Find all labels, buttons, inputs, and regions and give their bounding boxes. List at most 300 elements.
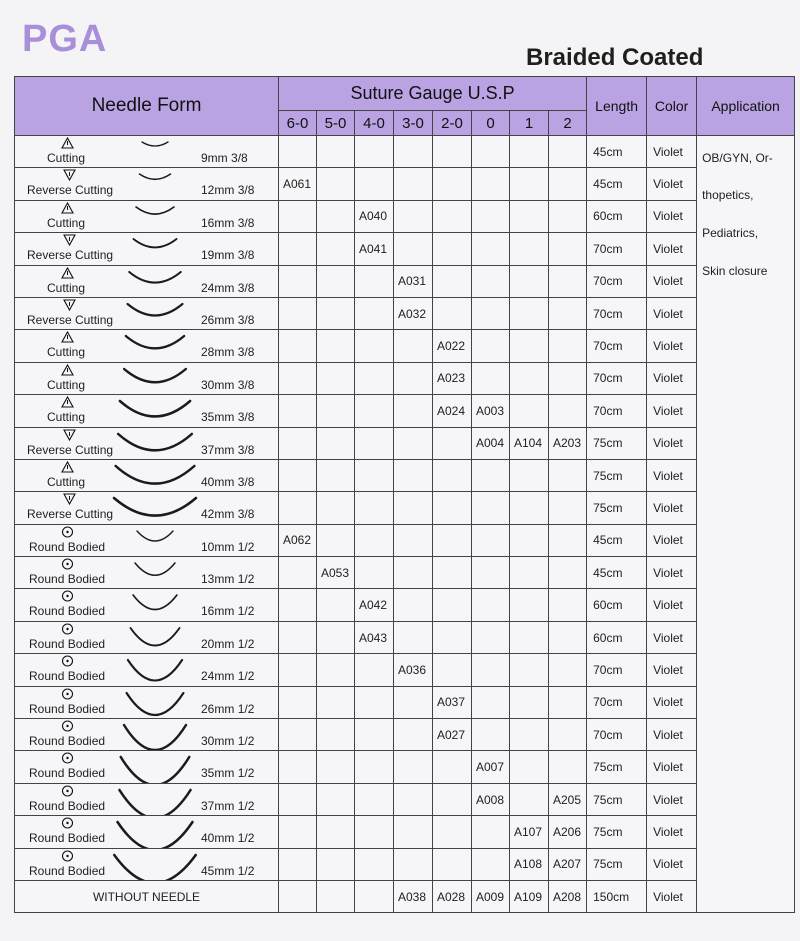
needle-form-cell [15, 557, 279, 589]
table-row [15, 783, 795, 815]
needle-type-label: Reverse Cutting [27, 312, 114, 327]
code-cell [472, 459, 510, 491]
code-cell [317, 233, 355, 265]
needle-spec [201, 248, 254, 262]
code-cell: A023 [433, 362, 472, 394]
needle-curve-icon [110, 559, 202, 589]
code-cell [549, 524, 587, 556]
code-cell [510, 395, 549, 427]
needle-curvature: 3/8 [237, 215, 255, 230]
needle-size: 13mm [201, 572, 235, 587]
code-cell: A107 [510, 816, 549, 848]
needle-form-cell [15, 265, 279, 297]
needle-curve-icon [110, 397, 202, 427]
table-row [15, 427, 795, 459]
table-row [15, 492, 795, 524]
needle-curvature: 3/8 [237, 474, 255, 489]
needle-spec [201, 410, 254, 424]
needle-curve-icon [110, 591, 202, 621]
code-cell [355, 524, 394, 556]
needle-curvature: 1/2 [237, 766, 255, 781]
code-cell [355, 168, 394, 200]
code-cell [510, 168, 549, 200]
code-cell [433, 783, 472, 815]
length-cell: 75cm [587, 492, 647, 524]
code-cell: A208 [549, 880, 587, 912]
code-cell [355, 848, 394, 880]
needle-curve-icon [110, 624, 202, 654]
code-cell: A003 [472, 395, 510, 427]
code-cell [510, 265, 549, 297]
code-cell [355, 557, 394, 589]
code-cell [355, 654, 394, 686]
code-cell: A022 [433, 330, 472, 362]
needle-type-label: Round Bodied [29, 798, 106, 813]
code-cell [510, 719, 549, 751]
length-cell: 45cm [587, 524, 647, 556]
table-row [15, 200, 795, 232]
code-cell [433, 200, 472, 232]
code-cell [510, 589, 549, 621]
needle-form-cell [15, 136, 279, 168]
needle-curvature: 3/8 [237, 248, 255, 263]
needle-spec [201, 604, 254, 618]
cutting-triangle-icon [61, 267, 74, 279]
needle-size: 35mm [201, 766, 235, 781]
code-cell [394, 168, 433, 200]
code-cell [472, 168, 510, 200]
code-cell [355, 362, 394, 394]
code-cell: A028 [433, 880, 472, 912]
code-cell [355, 297, 394, 329]
length-cell: 45cm [587, 136, 647, 168]
code-cell: A040 [355, 200, 394, 232]
table-row [15, 686, 795, 718]
code-cell [394, 589, 433, 621]
needle-form-cell [15, 751, 279, 783]
color-cell: Violet [647, 589, 697, 621]
code-cell [317, 265, 355, 297]
application-line: thopetics, [702, 188, 754, 202]
code-cell [433, 751, 472, 783]
code-cell [394, 233, 433, 265]
cutting-triangle-icon [61, 202, 74, 214]
code-cell [472, 524, 510, 556]
needle-spec [201, 540, 254, 554]
code-cell [472, 654, 510, 686]
length-cell: 45cm [587, 557, 647, 589]
code-cell: A205 [549, 783, 587, 815]
table-row [15, 557, 795, 589]
code-cell [279, 621, 317, 653]
code-cell [279, 880, 317, 912]
length-cell: 70cm [587, 362, 647, 394]
color-cell: Violet [647, 654, 697, 686]
code-cell [355, 783, 394, 815]
needle-form-cell [15, 621, 279, 653]
code-cell [394, 719, 433, 751]
table-row [15, 233, 795, 265]
code-cell [317, 200, 355, 232]
code-cell [355, 686, 394, 718]
needle-type-label: Cutting [47, 151, 86, 165]
table-row [15, 265, 795, 297]
code-cell [472, 686, 510, 718]
code-cell [433, 816, 472, 848]
needle-size: 20mm [201, 636, 235, 651]
needle-type-label: Round Bodied [29, 539, 106, 554]
length-cell: 75cm [587, 783, 647, 815]
code-cell [549, 362, 587, 394]
length-cell: 75cm [587, 751, 647, 783]
code-cell [355, 395, 394, 427]
needle-size: 24mm [201, 669, 235, 684]
needle-spec [201, 151, 248, 165]
needle-curvature: 1/2 [237, 831, 255, 846]
reverse-cutting-triangle-icon [63, 429, 76, 441]
code-cell [317, 297, 355, 329]
table-row [15, 395, 795, 427]
needle-curvature: 1/2 [237, 734, 255, 749]
header-gauge-4: 2-0 [433, 111, 472, 136]
code-cell: A207 [549, 848, 587, 880]
code-cell: A038 [394, 880, 433, 912]
code-cell [317, 589, 355, 621]
length-cell: 75cm [587, 459, 647, 491]
needle-curvature: 3/8 [237, 312, 255, 327]
code-cell [279, 848, 317, 880]
needle-size: 35mm [201, 410, 235, 425]
length-cell: 70cm [587, 719, 647, 751]
needle-size: 40mm [201, 474, 235, 489]
needle-form-cell [15, 200, 279, 232]
code-cell [279, 136, 317, 168]
round-body-circle-icon [61, 817, 74, 829]
length-cell: 70cm [587, 265, 647, 297]
code-cell [510, 557, 549, 589]
code-cell [433, 459, 472, 491]
code-cell [549, 395, 587, 427]
needle-curvature: 3/8 [237, 345, 255, 360]
code-cell [472, 330, 510, 362]
code-cell [279, 719, 317, 751]
code-cell [355, 427, 394, 459]
length-cell: 75cm [587, 816, 647, 848]
code-cell [433, 168, 472, 200]
code-cell: A042 [355, 589, 394, 621]
code-cell [317, 686, 355, 718]
needle-type-label: Cutting [47, 410, 86, 425]
code-cell [394, 395, 433, 427]
code-cell [279, 200, 317, 232]
code-cell: A037 [433, 686, 472, 718]
code-cell [317, 492, 355, 524]
needle-curve-icon [110, 170, 202, 200]
header-suture-gauge: Suture Gauge U.S.P [279, 77, 587, 111]
needle-spec [201, 831, 254, 845]
code-cell [433, 492, 472, 524]
needle-spec [201, 443, 254, 457]
without-needle-label: WITHOUT NEEDLE [15, 880, 279, 912]
needle-type-label: Reverse Cutting [27, 442, 114, 457]
needle-spec [201, 799, 254, 813]
code-cell [433, 233, 472, 265]
header-gauge-7: 2 [549, 111, 587, 136]
needle-curve-icon [110, 235, 202, 265]
code-cell [317, 654, 355, 686]
code-cell [394, 848, 433, 880]
code-cell [472, 362, 510, 394]
needle-curvature: 1/2 [237, 863, 255, 878]
code-cell [472, 265, 510, 297]
length-cell: 75cm [587, 848, 647, 880]
color-cell: Violet [647, 330, 697, 362]
code-cell [472, 719, 510, 751]
code-cell [472, 492, 510, 524]
header-application: Application [697, 77, 795, 136]
code-cell [317, 751, 355, 783]
header-gauge-2: 4-0 [355, 111, 394, 136]
code-cell [549, 168, 587, 200]
color-cell: Violet [647, 297, 697, 329]
code-cell [317, 848, 355, 880]
code-cell [355, 816, 394, 848]
header-color: Color [647, 77, 697, 136]
code-cell [510, 330, 549, 362]
code-cell [317, 362, 355, 394]
code-cell: A053 [317, 557, 355, 589]
needle-curve-icon [110, 689, 202, 719]
needle-type-label: Round Bodied [29, 572, 106, 587]
code-cell [317, 168, 355, 200]
needle-size: 16mm [201, 215, 235, 230]
code-cell [549, 136, 587, 168]
code-cell [549, 621, 587, 653]
code-cell [317, 719, 355, 751]
code-cell [279, 459, 317, 491]
needle-curve-icon [110, 721, 202, 751]
needle-size: 30mm [201, 734, 235, 749]
needle-size: 9mm [201, 151, 228, 165]
needle-curvature: 1/2 [237, 539, 255, 554]
code-cell [279, 427, 317, 459]
cutting-triangle-icon [61, 461, 74, 473]
color-cell: Violet [647, 395, 697, 427]
code-cell [433, 621, 472, 653]
header-length: Length [587, 77, 647, 136]
code-cell [510, 136, 549, 168]
code-cell [317, 524, 355, 556]
code-cell [549, 200, 587, 232]
code-cell: A008 [472, 783, 510, 815]
code-cell [433, 427, 472, 459]
needle-spec [201, 216, 254, 230]
needle-curve-icon [110, 786, 202, 816]
needle-size: 16mm [201, 604, 235, 619]
code-cell [549, 492, 587, 524]
cutting-triangle-icon [61, 331, 74, 343]
code-cell [510, 459, 549, 491]
needle-type-label: Round Bodied [29, 669, 106, 684]
code-cell [549, 330, 587, 362]
needle-type-label: Reverse Cutting [27, 507, 114, 522]
needle-curvature: 3/8 [237, 377, 255, 392]
code-cell [317, 395, 355, 427]
reverse-cutting-triangle-icon [63, 234, 76, 246]
code-cell: A043 [355, 621, 394, 653]
code-cell [394, 459, 433, 491]
needle-spec [201, 378, 254, 392]
length-cell: 70cm [587, 654, 647, 686]
code-cell [355, 136, 394, 168]
code-cell [394, 200, 433, 232]
code-cell: A036 [394, 654, 433, 686]
needle-type-label: Cutting [47, 280, 86, 295]
code-cell [317, 330, 355, 362]
needle-spec [201, 637, 254, 651]
needle-curvature: 3/8 [237, 280, 255, 295]
length-cell: 70cm [587, 233, 647, 265]
needle-form-cell [15, 654, 279, 686]
code-cell [317, 880, 355, 912]
code-cell: A104 [510, 427, 549, 459]
header-gauge-1: 5-0 [317, 111, 355, 136]
round-body-circle-icon [61, 688, 74, 700]
code-cell [472, 589, 510, 621]
needle-form-cell [15, 362, 279, 394]
code-cell [549, 557, 587, 589]
color-cell: Violet [647, 459, 697, 491]
cutting-triangle-icon [61, 396, 74, 408]
code-cell [355, 719, 394, 751]
length-cell: 70cm [587, 686, 647, 718]
code-cell [472, 621, 510, 653]
code-cell [549, 751, 587, 783]
code-cell [394, 783, 433, 815]
needle-type-label: Round Bodied [29, 604, 106, 619]
needle-curvature: 3/8 [237, 183, 255, 198]
code-cell: A206 [549, 816, 587, 848]
code-cell [355, 751, 394, 783]
color-cell: Violet [647, 751, 697, 783]
code-cell [433, 557, 472, 589]
needle-size: 40mm [201, 831, 235, 846]
without-needle-row [15, 880, 795, 912]
header-gauge-5: 0 [472, 111, 510, 136]
needle-form-cell [15, 492, 279, 524]
code-cell: A031 [394, 265, 433, 297]
code-cell [317, 136, 355, 168]
needle-curve-icon [110, 203, 202, 233]
code-cell [433, 524, 472, 556]
table-row [15, 719, 795, 751]
table-row [15, 168, 795, 200]
needle-size: 37mm [201, 798, 235, 813]
code-cell [394, 686, 433, 718]
code-cell [549, 265, 587, 297]
code-cell: A004 [472, 427, 510, 459]
needle-curvature: 3/8 [231, 151, 248, 165]
code-cell [355, 330, 394, 362]
code-cell [549, 654, 587, 686]
color-cell: Violet [647, 686, 697, 718]
needle-type-label: Round Bodied [29, 734, 106, 749]
code-cell [355, 265, 394, 297]
code-cell [433, 654, 472, 686]
code-cell [317, 783, 355, 815]
needle-spec [201, 766, 254, 780]
needle-size: 28mm [201, 345, 235, 360]
needle-curvature: 1/2 [237, 636, 255, 651]
needle-size: 37mm [201, 442, 235, 457]
code-cell [279, 330, 317, 362]
needle-form-cell [15, 848, 279, 880]
needle-curve-icon [110, 753, 202, 783]
needle-type-label: Cutting [47, 345, 86, 360]
code-cell [279, 233, 317, 265]
code-cell [549, 233, 587, 265]
needle-spec [201, 572, 254, 586]
length-cell: 150cm [587, 880, 647, 912]
code-cell [549, 297, 587, 329]
code-cell [549, 459, 587, 491]
round-body-circle-icon [61, 590, 74, 602]
needle-type-label: Round Bodied [29, 831, 106, 846]
needle-curve-icon [110, 138, 202, 168]
code-cell [510, 233, 549, 265]
needle-form-cell [15, 686, 279, 718]
color-cell: Violet [647, 524, 697, 556]
needle-spec [201, 734, 254, 748]
code-cell [279, 265, 317, 297]
needle-spec [201, 313, 254, 327]
code-cell [549, 719, 587, 751]
table-row [15, 621, 795, 653]
length-cell: 70cm [587, 395, 647, 427]
needle-type-label: Cutting [47, 215, 86, 230]
application-cell [697, 136, 795, 913]
needle-curvature: 1/2 [237, 604, 255, 619]
length-cell: 60cm [587, 621, 647, 653]
needle-spec [201, 183, 254, 197]
code-cell [279, 654, 317, 686]
color-cell: Violet [647, 427, 697, 459]
needle-curve-icon [110, 851, 202, 881]
needle-spec [201, 281, 254, 295]
code-cell [279, 395, 317, 427]
length-cell: 70cm [587, 330, 647, 362]
code-cell [394, 621, 433, 653]
color-cell: Violet [647, 136, 697, 168]
code-cell [317, 816, 355, 848]
needle-size: 45mm [201, 863, 235, 878]
code-cell [549, 589, 587, 621]
needle-spec [201, 669, 254, 683]
length-cell: 70cm [587, 297, 647, 329]
application-line: Pediatrics, [702, 226, 759, 240]
code-cell [510, 654, 549, 686]
needle-type-label: Reverse Cutting [27, 248, 114, 263]
needle-form-cell [15, 459, 279, 491]
needle-size: 30mm [201, 377, 235, 392]
header-gauge-6: 1 [510, 111, 549, 136]
needle-form-cell [15, 168, 279, 200]
code-cell [279, 492, 317, 524]
code-cell [279, 362, 317, 394]
needle-curve-icon [110, 494, 202, 524]
color-cell: Violet [647, 200, 697, 232]
needle-curvature: 3/8 [237, 442, 255, 457]
